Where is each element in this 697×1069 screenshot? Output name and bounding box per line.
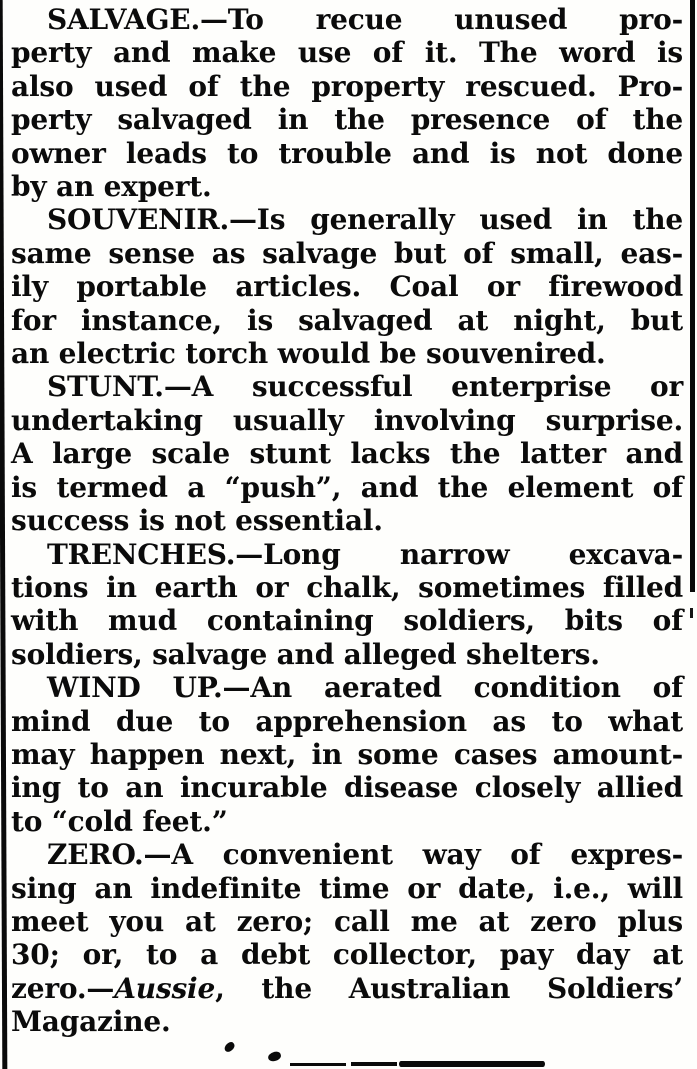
text-line: by an expert.: [11, 170, 212, 204]
ink-speck: [223, 1041, 237, 1054]
text-line: TRENCHES.—Long narrow excava-: [47, 537, 683, 571]
ink-speck: [267, 1050, 282, 1062]
text-line: mind due to apprehension as to what: [11, 704, 683, 738]
text-line: same sense as salvage but of small, eas-: [11, 236, 683, 270]
definition-salvage: [11, 3, 683, 203]
bottom-separator-rule-segment: [399, 1061, 545, 1067]
text-line: SALVAGE.—To recue unused pro-: [47, 3, 683, 36]
right-column-rule-fragment: [690, 608, 693, 618]
left-column-rule: [0, 0, 7, 1069]
text-line: WIND UP.—An aerated condition of: [47, 671, 683, 705]
text-line: SOUVENIR.—Is generally used in the: [47, 203, 683, 237]
text-column: [11, 3, 683, 1039]
text-line: an electric torch would be souvenired.: [11, 337, 606, 371]
text-line: ily portable articles. Coal or firewood: [11, 270, 683, 304]
definition-trenches: [11, 538, 683, 672]
text-line: sing an indefinite time or date, i.e., will: [11, 871, 683, 905]
bottom-separator-rule-segment: [351, 1062, 397, 1066]
text-line: ing to an incurable disease closely allied: [11, 771, 683, 805]
definition-souvenir: [11, 203, 683, 370]
text-line: A large scale stunt lacks the latter and: [11, 437, 683, 471]
text-line: 30; or, to a debt collector, pay day at: [11, 938, 683, 972]
text-line: success is not essential.: [11, 504, 383, 538]
definition-stunt: [11, 370, 683, 537]
text-line: perty and make use of it. The word is: [11, 36, 683, 70]
text-line: tions in earth or chalk, sometimes filled: [11, 570, 683, 604]
text-line: zero.—Aussie, the Australian Soldiers’: [11, 971, 683, 1005]
source-title-italic: Aussie: [114, 971, 216, 1005]
text-line: perty salvaged in the presence of the: [11, 103, 683, 137]
text-line: ZERO.—A convenient way of expres-: [47, 838, 683, 872]
text-line: soldiers, salvage and alleged shelters.: [11, 637, 600, 671]
text-line: undertaking usually involving surprise.: [11, 403, 683, 437]
definition-zero: [11, 838, 683, 1038]
text-line: STUNT.—A successful enterprise or: [47, 370, 683, 404]
right-column-rule: [690, 0, 695, 592]
text-line: may happen next, in some cases amount-: [11, 737, 683, 771]
text-line: meet you at zero; call me at zero plus: [11, 904, 683, 938]
text-line: with mud containing soldiers, bits of: [11, 604, 683, 638]
text-line: to “cold feet.”: [11, 804, 228, 838]
text-line: is termed a “push”, and the element of: [11, 470, 683, 504]
text-line: also used of the property rescued. Pro-: [11, 69, 683, 103]
text-line: owner leads to trouble and is not done: [11, 136, 683, 170]
definition-wind-up: [11, 671, 683, 838]
bottom-separator-rule-segment: [290, 1063, 346, 1066]
text-line: for instance, is salvaged at night, but: [11, 303, 683, 337]
text-line: Magazine.: [11, 1005, 171, 1039]
